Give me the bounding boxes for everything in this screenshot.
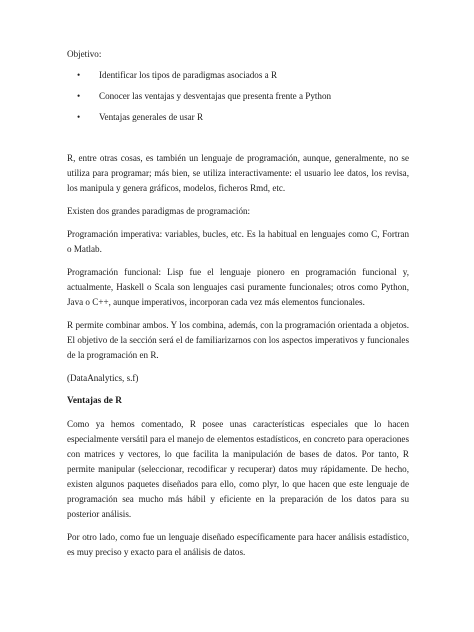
intro-paragraph: R, entre otras cosas, es también un lenguaje de programación, aunque, generalmente, no se utiliza para programar; más bien, se utiliza interactivamente: el usuario lee datos, los revisa, los manipula y genera gráficos, modelos, ficheros Rmd, etc. — [67, 153, 409, 193]
bullet-icon: • — [77, 112, 81, 122]
bullet-icon: • — [77, 70, 81, 80]
citation: (DataAnalytics, s.f) — [67, 373, 139, 383]
objective-text: Conocer las ventajas y desventajas que presenta frente a Python — [99, 91, 332, 101]
section-heading: Ventajas de R — [67, 396, 122, 406]
paradigms-intro-paragraph: Existen dos grandes paradigmas de programación: — [67, 206, 251, 216]
advantages-paragraph: Como ya hemos comentado, R posee unas características especiales que lo hacen especialmente versátil para el manejo de elementos estadísticos, en concreto para operaciones con matrices y vectores, lo que facilita la manipulación de bases de datos. Por tanto, R permite manipular (seleccionar, recodificar y recuperar) datos muy rápidamente. De hecho, existen algunos paquetes diseñados para ello, como plyr, lo que hacen que este lenguaje de programación sea mucho más hábil y eficiente en la preparación de los datos para su posterior análisis. — [67, 419, 409, 519]
combination-paragraph: R permite combinar ambos. Y los combina, además, con la programación orientada a objetos. El objetivo de la sección será el de familiarizarnos con los aspectos imperativos y funcionales de la programación en R. — [67, 320, 409, 360]
bullet-icon: • — [77, 91, 81, 101]
objective-item — [67, 110, 409, 125]
document-content — [67, 47, 409, 568]
objectives-list — [67, 68, 409, 125]
objective-item — [67, 68, 409, 83]
objective-text: Ventajas generales de usar R — [99, 112, 204, 122]
objective-text: Identificar los tipos de paradigmas asociados a R — [99, 70, 278, 80]
functional-paragraph: Programación funcional: Lisp fue el lenguaje pionero en programación funcional y, actualmente, Haskell o Scala son lenguajes casi puramente funcionales; otros como Python, Java o C++, aunque imperativos, incorporan cada vez más elementos funcionales. — [67, 267, 409, 307]
objective-item — [67, 89, 409, 104]
imperative-paragraph: Programación imperativa: variables, bucles, etc. Es la habitual en lenguajes como C, Fortran o Matlab. — [67, 229, 409, 254]
precision-paragraph: Por otro lado, como fue un lenguaje diseñado específicamente para hacer análisis estadístico, es muy preciso y exacto para el análisis de datos. — [67, 532, 409, 557]
objective-label: Objetivo: — [67, 49, 102, 59]
